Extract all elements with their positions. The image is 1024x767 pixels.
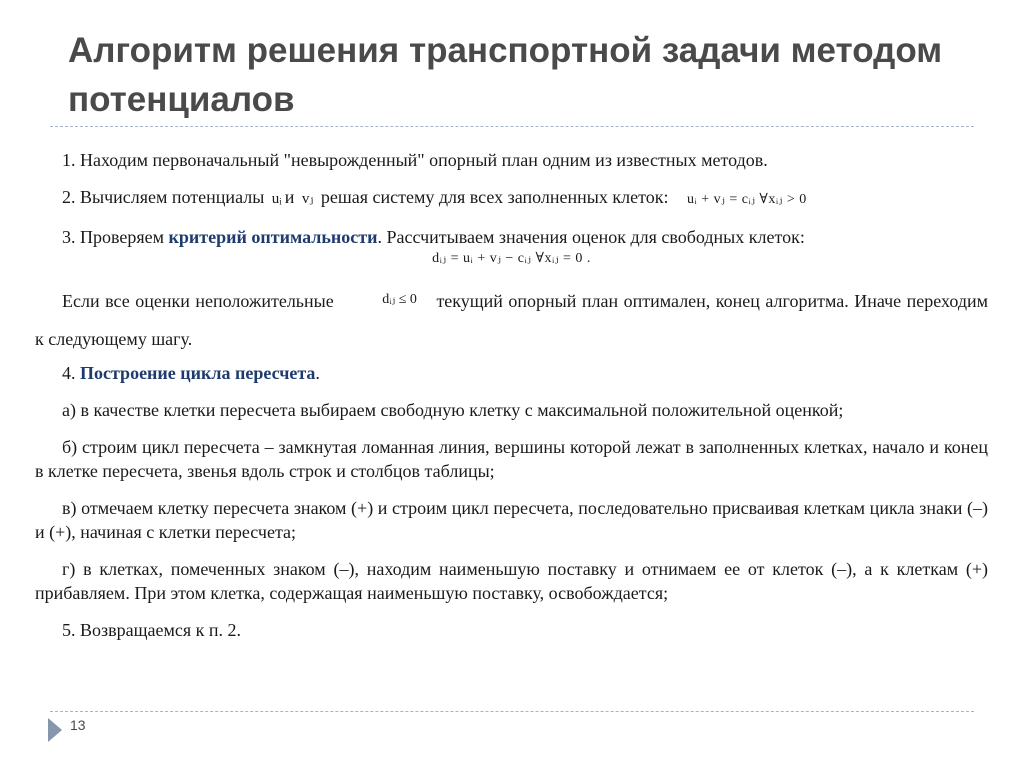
step-2-text-a: 2. Вычисляем потенциалы [62,187,265,207]
step-2-and: и [284,187,295,207]
bottom-divider [50,711,974,712]
slide-marker-triangle-icon [48,718,62,742]
step-4v: в) отмечаем клетку пересчета знаком (+) и строим цикл пересчета, последовательно присваивая клеткам цикла знаки (–) и (+), начиная с клетки пересчета; [35,498,988,542]
step-2 [35,185,988,212]
potential-u: uᵢ [271,191,282,207]
optimal-text-a: Если все оценки неположительные [62,291,334,311]
potential-system-formula: uᵢ + vⱼ = cᵢⱼ ∀xᵢⱼ > 0 [686,192,807,207]
step-5: 5. Возвращаемся к п. 2. [62,620,241,640]
optimal-text-b: текущий опорный план оптимален, конец алгоритма. Иначе переходим к следующему шагу. [35,291,989,349]
step-3-text-a: 3. Проверяем [62,227,165,247]
slide-title: Алгоритм решения транспортной задачи методом потенциалов [68,31,943,119]
cycle-construction-link[interactable]: Построение цикла пересчета [80,363,316,383]
step-4-suffix: . [315,363,320,383]
step-2-text-b: решая систему для всех заполненных клеток: [320,187,669,207]
step-1: 1. Находим первоначальный "невырожденный" опорный план одним из известных методов. [62,150,768,170]
top-divider [50,126,974,127]
potential-v: vⱼ [301,191,314,207]
step-4-prefix: 4. [62,363,76,383]
nonpositive-condition-formula: dᵢⱼ ≤ 0 [382,292,417,307]
step-3 [35,225,988,249]
optimality-criterion-link[interactable]: критерий оптимальности [168,227,378,247]
page-number: 13 [70,717,86,733]
step-4 [35,361,988,385]
step-3-text-b: . Рассчитываем значения оценок для свободных клеток: [377,227,805,247]
step-4a: а) в качестве клетки пересчета выбираем свободную клетку с максимальной положительной оценкой; [62,400,844,420]
slide-body [35,148,988,655]
optimality-condition [35,281,988,358]
estimate-formula: dᵢⱼ = uᵢ + vⱼ − cᵢⱼ ∀xᵢⱼ = 0 . [432,251,591,266]
step-4b: б) строим цикл пересчета – замкнутая ломанная линия, вершины которой лежат в заполненных клетках, начало и конец в клетке пересчета, звенья вдоль строк и столбцов таблицы; [35,437,988,481]
step-4g: г) в клетках, помеченных знаком (–), находим наименьшую поставку и отнимаем ее от клеток (–), а к клеткам (+) прибавляем. При этом клетка, содержащая наименьшую поставку, освобождается; [35,559,988,603]
